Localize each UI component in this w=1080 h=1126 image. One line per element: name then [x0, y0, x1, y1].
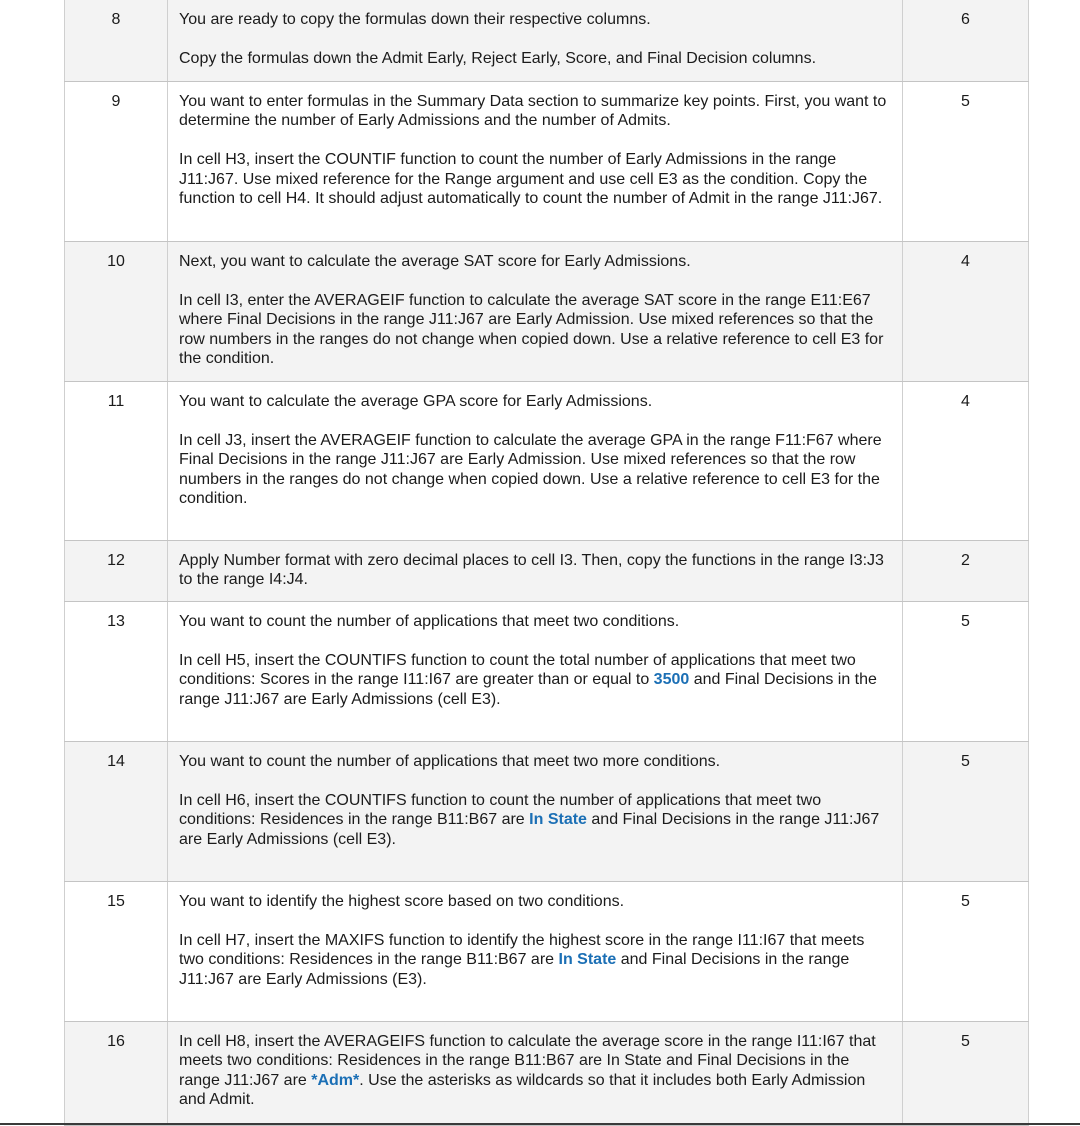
- step-points: 4: [903, 381, 1029, 540]
- step-description: [168, 540, 903, 601]
- step-intro: You want to identify the highest score based on two conditions.: [179, 892, 625, 910]
- step-number: 8: [65, 0, 168, 81]
- step-number: 12: [65, 540, 168, 601]
- table-row: [65, 1021, 1029, 1125]
- instruction-text: and Final Decisions in the range J11:J67 are Early Admissions (cell E3).: [179, 671, 877, 708]
- table-row: [65, 241, 1029, 381]
- instruction-text: In cell H7, insert the MAXIFS function to identify the highest score in the range I11:I67 that meets two conditions: Residences in the range B11:B67 are: [179, 931, 865, 969]
- step-instruction: [179, 931, 892, 990]
- highlighted-value: In State: [558, 951, 617, 969]
- step-points: 4: [903, 241, 1029, 381]
- step-intro: You want to calculate the average GPA score for Early Admissions.: [179, 392, 653, 410]
- step-points: 5: [903, 81, 1029, 241]
- step-description: [168, 601, 903, 741]
- table-row: [65, 0, 1029, 81]
- table-row: [65, 381, 1029, 540]
- table-row: [65, 540, 1029, 601]
- step-number: 10: [65, 241, 168, 381]
- step-description: [168, 741, 903, 881]
- step-points: 5: [903, 741, 1029, 881]
- step-number: 14: [65, 741, 168, 881]
- step-instruction: In cell J3, insert the AVERAGEIF function to calculate the average GPA in the range F11:F67 where Final Decisions in the range J11:J67 are Early Admission. Use mixed references so that the row numbers in the ranges do not change when copied down. Use a relative reference to cell E3 for the condition.: [179, 431, 882, 508]
- step-number: 9: [65, 81, 168, 241]
- table-row: [65, 81, 1029, 241]
- step-intro: You want to count the number of applications that meet two more conditions.: [179, 752, 721, 770]
- step-intro: Next, you want to calculate the average SAT score for Early Admissions.: [179, 252, 691, 270]
- table-row: [65, 881, 1029, 1021]
- table-row: [65, 601, 1029, 741]
- step-description: [168, 381, 903, 540]
- highlighted-value: In State: [529, 811, 587, 829]
- step-number: 13: [65, 601, 168, 741]
- table-row: [65, 741, 1029, 881]
- instruction-text: In cell H6, insert the COUNTIFS function to count the number of applications that meet two conditions: Residences in the range B11:B67 are: [179, 791, 822, 829]
- step-points: 6: [903, 0, 1029, 81]
- step-instruction: [179, 791, 892, 850]
- instruction-text: In cell H8, insert the AVERAGEIFS function to calculate the average score in the range I11:I67 that meets two conditions: Residences in the range B11:B67 are In State and Final Decisions in the range J11:J67 are: [179, 1032, 876, 1089]
- step-description: [168, 241, 903, 381]
- step-intro: You are ready to copy the formulas down their respective columns.: [179, 11, 651, 28]
- highlighted-value: *Adm*: [311, 1071, 360, 1089]
- step-intro: You want to count the number of applications that meet two conditions.: [179, 612, 680, 630]
- step-instruction: [179, 651, 892, 710]
- step-description: [168, 0, 903, 81]
- step-description: [168, 1021, 903, 1125]
- step-number: 16: [65, 1021, 168, 1125]
- step-description: [168, 881, 903, 1021]
- step-points: 2: [903, 540, 1029, 601]
- instruction-text: and Final Decisions in the range J11:J67 are Early Admissions (cell E3).: [179, 811, 880, 848]
- instructions-table: [64, 0, 1029, 1126]
- step-instruction: In cell H3, insert the COUNTIF function to count the number of Early Admissions in the range J11:J67. Use mixed reference for the Range argument and use cell E3 as the condition. Copy the function to cell H4. It should adjust automatically to count the number of Admit in the range J11:J67.: [179, 151, 883, 208]
- step-points: 5: [903, 601, 1029, 741]
- step-number: 15: [65, 881, 168, 1021]
- step-number: 11: [65, 381, 168, 540]
- step-instruction: Copy the formulas down the Admit Early, Reject Early, Score, and Final Decision columns.: [179, 50, 817, 68]
- instruction-text: and Final Decisions in the range J11:J67 are Early Admissions (E3).: [179, 951, 850, 988]
- step-intro: You want to enter formulas in the Summary Data section to summarize key points. First, you want to determine the number of Early Admissions and the number of Admits.: [179, 92, 887, 130]
- highlighted-value: 3500: [653, 671, 690, 689]
- step-instruction: [179, 1032, 892, 1110]
- step-instruction: Apply Number format with zero decimal places to cell I3. Then, copy the functions in the range I3:J3 to the range I4:J4.: [179, 551, 884, 589]
- step-instruction: In cell I3, enter the AVERAGEIF function to calculate the average SAT score in the range E11:E67 where Final Decisions in the range J11:J67 are Early Admission. Use mixed references so that the row numbers in the ranges do not change when copied down. Use a relative reference to cell E3 for the condition.: [179, 291, 884, 368]
- step-points: 5: [903, 881, 1029, 1021]
- step-description: [168, 81, 903, 241]
- step-points: 5: [903, 1021, 1029, 1125]
- instruction-text: In cell H5, insert the COUNTIFS function to count the total number of applications that meet two conditions: Scores in the range I11:I67 are greater than or equal to: [179, 651, 856, 689]
- instruction-text: . Use the asterisks as wildcards so that it includes both Early Admission and Admit.: [179, 1071, 866, 1109]
